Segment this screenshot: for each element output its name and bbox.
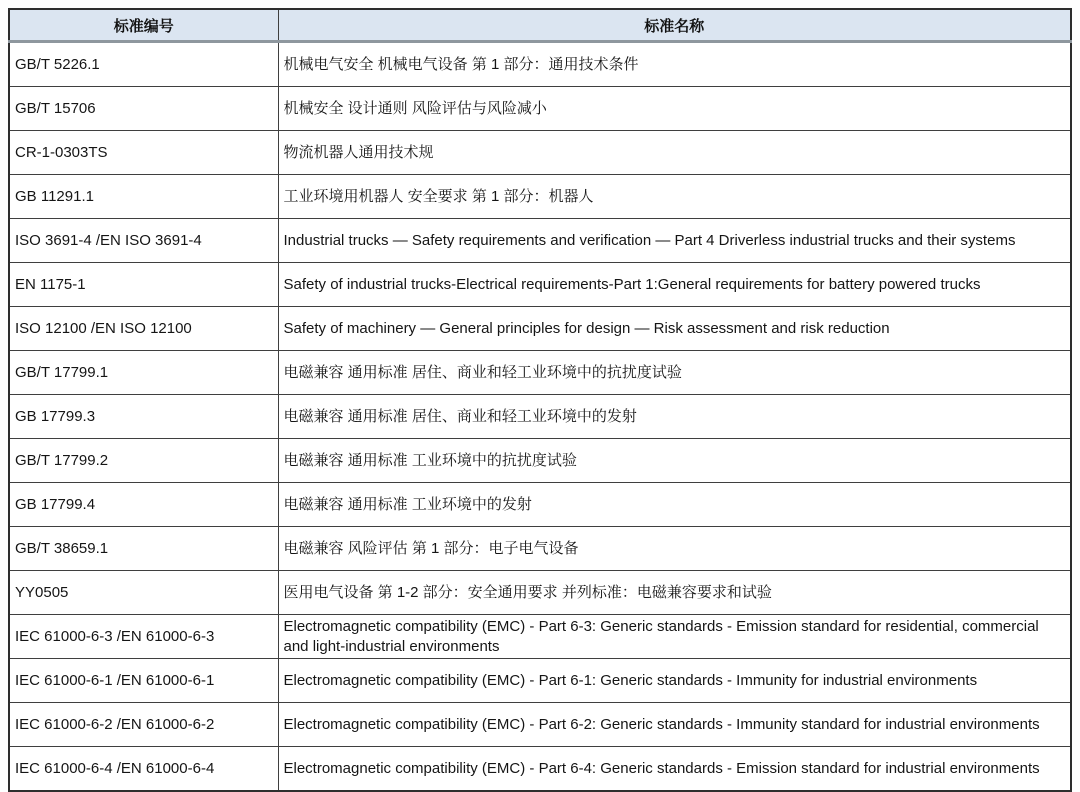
- standard-code-cell: GB/T 38659.1: [9, 527, 278, 571]
- table-row: [9, 87, 1071, 131]
- table-row: [9, 395, 1071, 439]
- standard-name-cell: Electromagnetic compatibility (EMC) - Part 6-4: Generic standards - Emission standard for industrial environments: [278, 747, 1071, 792]
- standard-name-cell: 电磁兼容 通用标准 工业环境中的抗扰度试验: [278, 439, 1071, 483]
- table-row: [9, 747, 1071, 792]
- table-row: [9, 483, 1071, 527]
- standard-name-cell: 医用电气设备 第 1-2 部分：安全通用要求 并列标准：电磁兼容要求和试验: [278, 571, 1071, 615]
- table-row: [9, 659, 1071, 703]
- standard-code-cell: IEC 61000-6-4 /EN 61000-6-4: [9, 747, 278, 792]
- table-row: [9, 571, 1071, 615]
- standard-name-cell: Safety of industrial trucks-Electrical requirements-Part 1:General requirements for battery powered trucks: [278, 263, 1071, 307]
- standard-code-cell: ISO 12100 /EN ISO 12100: [9, 307, 278, 351]
- standard-code-cell: IEC 61000-6-2 /EN 61000-6-2: [9, 703, 278, 747]
- standard-name-cell: 机械安全 设计通则 风险评估与风险减小: [278, 87, 1071, 131]
- standard-name-cell: Electromagnetic compatibility (EMC) - Part 6-3: Generic standards - Emission standard for residential, commercial and light-industrial environments: [278, 615, 1071, 659]
- standards-table: [8, 8, 1072, 792]
- standard-name-cell: 机械电气安全 机械电气设备 第 1 部分：通用技术条件: [278, 42, 1071, 87]
- table-header-row: [9, 9, 1071, 42]
- standard-name-cell: 工业环境用机器人 安全要求 第 1 部分：机器人: [278, 175, 1071, 219]
- table-row: [9, 703, 1071, 747]
- standard-code-cell: GB 17799.4: [9, 483, 278, 527]
- standard-name-cell: 电磁兼容 通用标准 工业环境中的发射: [278, 483, 1071, 527]
- standard-name-cell: Safety of machinery — General principles for design — Risk assessment and risk reduction: [278, 307, 1071, 351]
- table-row: [9, 615, 1071, 659]
- standard-code-cell: GB/T 17799.1: [9, 351, 278, 395]
- standard-code-cell: GB/T 15706: [9, 87, 278, 131]
- column-header-standard-code: 标准编号: [9, 9, 278, 42]
- table-row: [9, 42, 1071, 87]
- standard-name-cell: Industrial trucks — Safety requirements and verification — Part 4 Driverless industrial trucks and their systems: [278, 219, 1071, 263]
- table-row: [9, 175, 1071, 219]
- standard-name-cell: 电磁兼容 通用标准 居住、商业和轻工业环境中的发射: [278, 395, 1071, 439]
- standard-name-cell: Electromagnetic compatibility (EMC) - Part 6-2: Generic standards - Immunity standard for industrial environments: [278, 703, 1071, 747]
- standard-code-cell: CR-1-0303TS: [9, 131, 278, 175]
- table-row: [9, 307, 1071, 351]
- standard-code-cell: GB 17799.3: [9, 395, 278, 439]
- table-row: [9, 351, 1071, 395]
- standard-code-cell: EN 1175-1: [9, 263, 278, 307]
- table-row: [9, 439, 1071, 483]
- standard-name-cell: 电磁兼容 风险评估 第 1 部分：电子电气设备: [278, 527, 1071, 571]
- standard-code-cell: IEC 61000-6-3 /EN 61000-6-3: [9, 615, 278, 659]
- table-row: [9, 219, 1071, 263]
- standard-name-cell: 电磁兼容 通用标准 居住、商业和轻工业环境中的抗扰度试验: [278, 351, 1071, 395]
- standard-code-cell: GB/T 5226.1: [9, 42, 278, 87]
- table-row: [9, 263, 1071, 307]
- standard-code-cell: IEC 61000-6-1 /EN 61000-6-1: [9, 659, 278, 703]
- standard-code-cell: GB 11291.1: [9, 175, 278, 219]
- table-row: [9, 131, 1071, 175]
- table-row: [9, 527, 1071, 571]
- standard-name-cell: 物流机器人通用技术规: [278, 131, 1071, 175]
- standard-code-cell: YY0505: [9, 571, 278, 615]
- standard-code-cell: ISO 3691-4 /EN ISO 3691-4: [9, 219, 278, 263]
- standards-table-container: [8, 8, 1070, 792]
- standard-code-cell: GB/T 17799.2: [9, 439, 278, 483]
- column-header-standard-name: 标准名称: [278, 9, 1071, 42]
- standard-name-cell: Electromagnetic compatibility (EMC) - Part 6-1: Generic standards - Immunity for industrial environments: [278, 659, 1071, 703]
